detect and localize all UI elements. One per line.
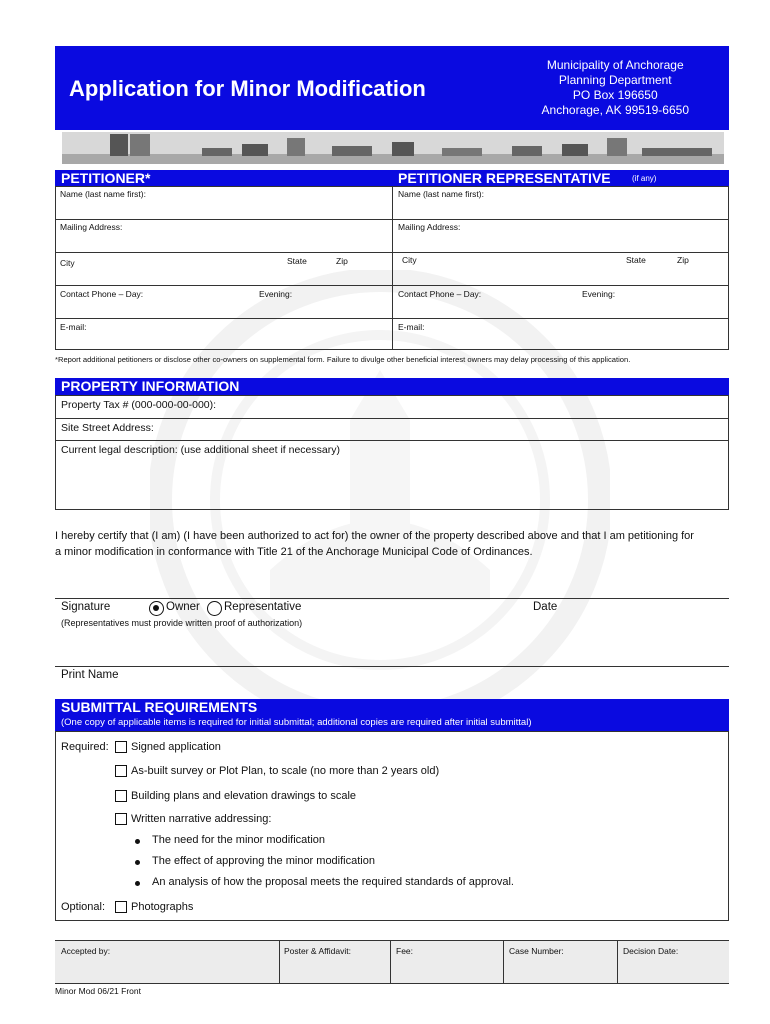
signed-application-checkbox[interactable] — [115, 741, 127, 753]
petitioner-city-field[interactable]: City — [60, 258, 75, 268]
certification-line: a minor modification in conformance with Title 21 of the Anchorage Municipal Code of Ordinances. — [55, 546, 533, 558]
representative-state-field[interactable]: State — [626, 255, 646, 265]
representative-phone-field[interactable]: Contact Phone – Day: — [398, 289, 482, 299]
narrative-bullet: The need for the minor modification — [152, 834, 326, 846]
required-label: Required: — [61, 741, 109, 753]
property-header-bar — [55, 378, 729, 395]
form-footer-code: Minor Mod 06/21 Front — [55, 986, 141, 996]
representative-email-field[interactable]: E-mail: — [398, 322, 425, 332]
petitioner-phone-field[interactable]: Contact Phone – Day: — [60, 289, 144, 299]
petitioner-email-field[interactable]: E-mail: — [60, 322, 87, 332]
bullet-icon — [135, 860, 140, 865]
certification-line: I hereby certify that (I am) (I have been authorized to act for) the owner of the property described above and that I am petitioning for — [55, 530, 694, 542]
optional-label: Optional: — [61, 901, 106, 913]
representative-proof-note: (Representatives must provide written proof of authorization) — [61, 618, 303, 628]
petitioner-name-field[interactable]: Name (last name first): — [60, 189, 146, 199]
petitioner-section-title: PETITIONER* — [61, 170, 151, 186]
print-name-field[interactable]: Print Name — [61, 669, 119, 681]
representative-section-title: PETITIONER REPRESENTATIVE — [398, 170, 611, 186]
decision-date-field[interactable]: Decision Date: — [623, 946, 679, 956]
signed-application-label: Signed application — [131, 741, 221, 753]
representative-name-field[interactable]: Name (last name first): — [398, 189, 484, 199]
address-line: Anchorage, AK 99519-6650 — [541, 103, 689, 117]
representative-evening-field[interactable]: Evening: — [582, 289, 616, 299]
property-section-title: PROPERTY INFORMATION — [61, 378, 240, 394]
petitioner-header-bar — [55, 170, 392, 186]
petitioner-zip-field[interactable]: Zip — [336, 256, 348, 266]
photographs-label: Photographs — [131, 901, 194, 913]
petitioner-evening-field[interactable]: Evening: — [259, 289, 293, 299]
representative-city-field[interactable]: City — [402, 255, 417, 265]
submittal-table — [55, 731, 729, 921]
submittal-section-title: SUBMITTAL REQUIREMENTS — [61, 699, 258, 715]
site-street-address-field[interactable]: Site Street Address: — [61, 422, 154, 434]
petitioner-mailing-field[interactable]: Mailing Address: — [60, 222, 123, 232]
written-narrative-checkbox[interactable] — [115, 813, 127, 825]
form-title: Application for Minor Modification — [69, 76, 426, 101]
header-banner — [55, 46, 729, 130]
written-narrative-label: Written narrative addressing: — [131, 813, 272, 825]
submittal-subtitle: (One copy of applicable items is required for initial submittal; additional copies are required after initial submittal) — [61, 717, 532, 728]
representative-if-any: (if any) — [632, 174, 657, 183]
photographs-checkbox[interactable] — [115, 901, 127, 913]
address-line: Planning Department — [558, 73, 672, 87]
building-plans-checkbox[interactable] — [115, 790, 127, 802]
owner-radio[interactable] — [149, 601, 164, 616]
representative-radio[interactable] — [207, 601, 222, 616]
case-number-field[interactable]: Case Number: — [509, 946, 564, 956]
representative-mailing-field[interactable]: Mailing Address: — [398, 222, 461, 232]
bullet-icon — [135, 881, 140, 886]
bullet-icon — [135, 839, 140, 844]
accepted-by-field[interactable]: Accepted by: — [61, 946, 111, 956]
building-plans-label: Building plans and elevation drawings to scale — [131, 790, 357, 802]
address-line: PO Box 196650 — [572, 88, 658, 102]
narrative-bullet: The effect of approving the minor modification — [152, 855, 375, 867]
submittal-header-bar — [55, 699, 729, 731]
property-tax-field[interactable]: Property Tax # (000-000-00-000): — [61, 399, 217, 411]
petitioner-state-field[interactable]: State — [287, 256, 307, 266]
legal-description-field[interactable]: Current legal description: (use additional sheet if necessary) — [61, 444, 340, 456]
representative-radio-label: Representative — [224, 601, 302, 613]
survey-plot-plan-checkbox[interactable] — [115, 765, 127, 777]
signature-field[interactable]: Signature — [61, 601, 111, 613]
owner-radio-label: Owner — [166, 601, 200, 613]
representative-zip-field[interactable]: Zip — [677, 255, 689, 265]
narrative-bullet: An analysis of how the proposal meets the required standards of approval. — [152, 876, 514, 888]
survey-plot-plan-label: As-built survey or Plot Plan, to scale (no more than 2 years old) — [131, 765, 440, 777]
city-skyline-icon — [62, 132, 724, 164]
representative-header-bar — [392, 170, 729, 186]
department-address — [542, 58, 689, 118]
fee-field[interactable]: Fee: — [396, 946, 414, 956]
certification-statement — [55, 528, 735, 560]
poster-affidavit-field[interactable]: Poster & Affidavit: — [284, 946, 351, 956]
petitioner-footnote: *Report additional petitioners or disclose other co-owners on supplemental form. Failure to divulge other beneficial interest owners may delay processing of this application. — [55, 355, 631, 364]
address-line: Municipality of Anchorage — [546, 58, 684, 72]
date-field[interactable]: Date — [533, 601, 558, 613]
